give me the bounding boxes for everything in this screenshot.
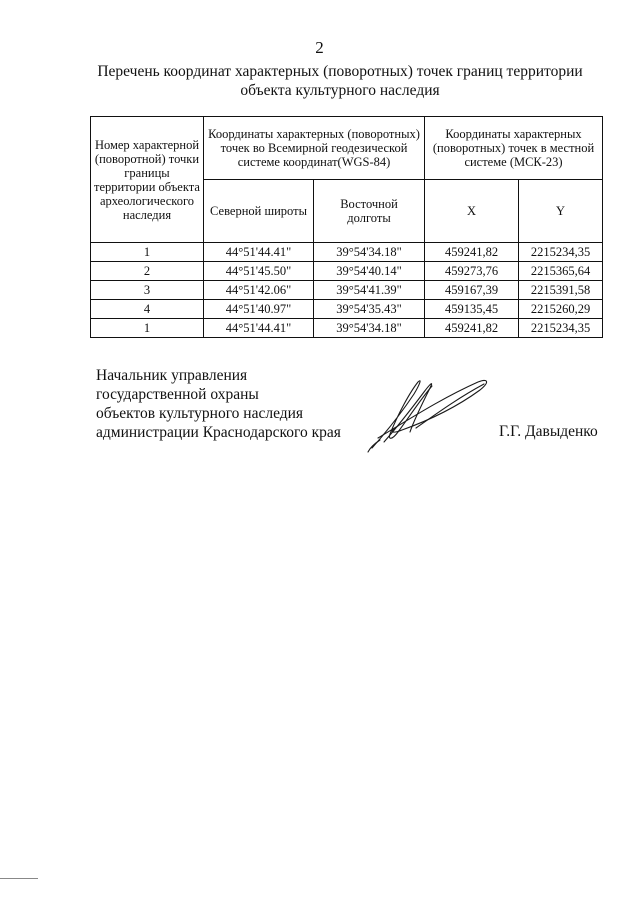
header-x: X — [425, 180, 519, 243]
position-line: Начальник управления — [96, 367, 248, 384]
document-title — [40, 62, 639, 100]
page-number: 2 — [315, 38, 324, 57]
cell-point: 2 — [91, 262, 204, 281]
page-edge-mark — [0, 878, 38, 879]
cell-lat: 44°51'44.41" — [204, 243, 314, 262]
header-wgs-group: Координаты характерных (поворотных) точек во Всемирной геодезической системе координат(WGS-84) — [204, 117, 425, 180]
cell-x: 459241,82 — [425, 243, 519, 262]
cell-lon: 39°54'35.43" — [314, 300, 425, 319]
signatory-position — [96, 366, 341, 442]
cell-point: 3 — [91, 281, 204, 300]
cell-point: 1 — [91, 243, 204, 262]
cell-y: 2215365,64 — [519, 262, 603, 281]
position-line: государственной охраны — [96, 386, 259, 403]
cell-x: 459135,45 — [425, 300, 519, 319]
header-point-number: Номер характерной (поворотной) точки границы территории объекта археологического наследия — [91, 117, 204, 243]
cell-x: 459241,82 — [425, 319, 519, 338]
table-row — [91, 300, 603, 319]
cell-point: 1 — [91, 319, 204, 338]
cell-lon: 39°54'34.18" — [314, 243, 425, 262]
title-line-1: Перечень координат характерных (поворотных) точек границ территории — [97, 63, 583, 80]
header-north: Северной широты — [204, 180, 314, 243]
signer-name: Г.Г. Давыденко — [499, 423, 598, 440]
cell-lon: 39°54'40.14" — [314, 262, 425, 281]
cell-lat: 44°51'42.06" — [204, 281, 314, 300]
cell-y: 2215260,29 — [519, 300, 603, 319]
table-row — [91, 281, 603, 300]
cell-point: 4 — [91, 300, 204, 319]
cell-y: 2215391,58 — [519, 281, 603, 300]
header-y: Y — [519, 180, 603, 243]
cell-y: 2215234,35 — [519, 243, 603, 262]
position-line: объектов культурного наследия — [96, 405, 304, 422]
header-east: Восточной долготы — [314, 180, 425, 243]
cell-lat: 44°51'45.50" — [204, 262, 314, 281]
cell-lat: 44°51'40.97" — [204, 300, 314, 319]
cell-x: 459273,76 — [425, 262, 519, 281]
cell-lon: 39°54'41.39" — [314, 281, 425, 300]
header-local-group: Координаты характерных (поворотных) точек в местной системе (МСК-23) — [425, 117, 603, 180]
table-row — [91, 319, 603, 338]
table-row — [91, 243, 603, 262]
handwritten-signature — [358, 368, 498, 453]
cell-y: 2215234,35 — [519, 319, 603, 338]
title-line-2: объекта культурного наследия — [240, 82, 440, 99]
table-row — [91, 262, 603, 281]
coordinates-table — [90, 116, 603, 338]
cell-lat: 44°51'44.41" — [204, 319, 314, 338]
cell-x: 459167,39 — [425, 281, 519, 300]
cell-lon: 39°54'34.18" — [314, 319, 425, 338]
position-line: администрации Краснодарского края — [96, 424, 341, 441]
